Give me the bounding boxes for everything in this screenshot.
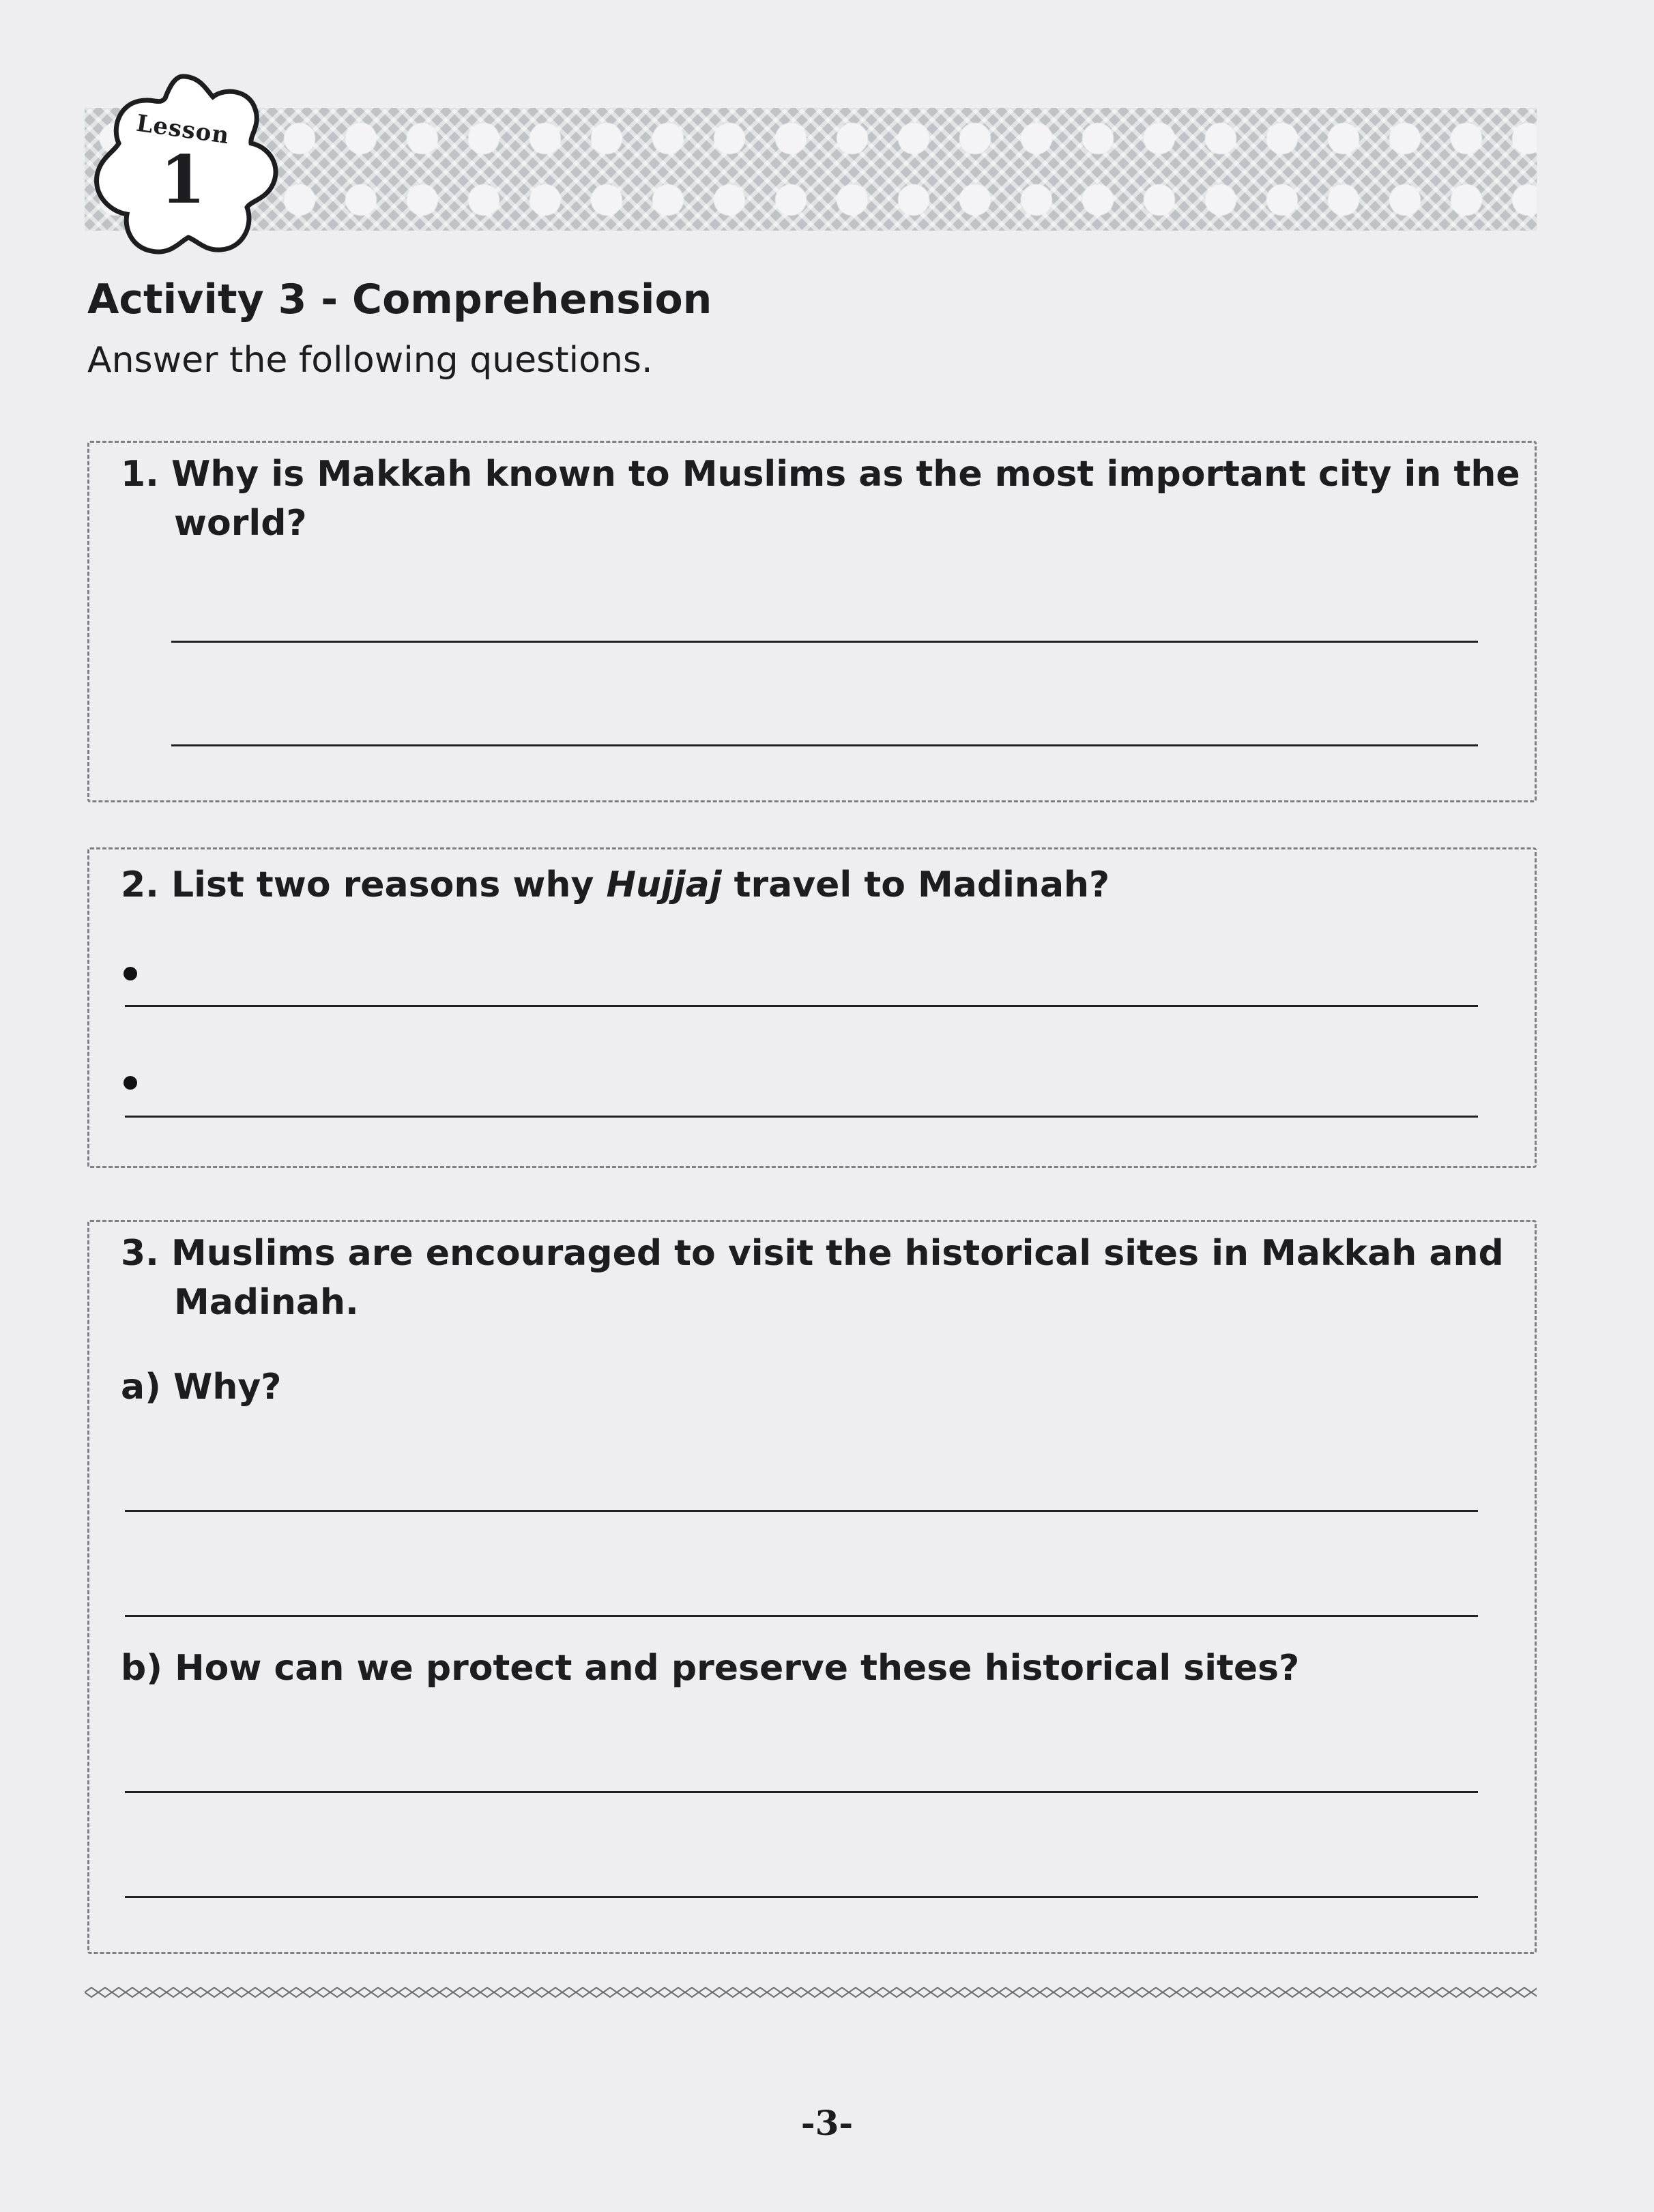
question-1-line1: Why is Makkah known to Muslims as the most important city in the [171, 454, 1520, 495]
question-2-italic: Hujjaj [606, 864, 722, 905]
question-2-after: travel to Madinah? [721, 864, 1110, 905]
answer-line[interactable] [171, 744, 1478, 746]
lesson-badge [79, 67, 287, 265]
question-3-box [87, 1220, 1537, 1954]
question-3b-label: b) How can we protect and preserve these historical sites? [121, 1648, 1300, 1689]
question-2-number: 2. [121, 864, 159, 905]
question-3a-label: a) Why? [121, 1367, 282, 1408]
question-1-line2: world? [174, 503, 307, 544]
answer-line[interactable] [125, 1896, 1478, 1898]
lesson-banner [85, 108, 1537, 231]
question-2-before: List two reasons why [171, 864, 607, 905]
answer-line[interactable] [171, 641, 1478, 643]
activity-title: Activity 3 - Comprehension [87, 276, 712, 323]
answer-line[interactable] [125, 1005, 1478, 1007]
question-1-box [87, 441, 1537, 802]
question-3-line2: Madinah. [174, 1282, 359, 1323]
question-2-text [121, 860, 1109, 909]
question-2-box [87, 847, 1537, 1168]
question-1-text [121, 450, 1526, 499]
answer-line[interactable] [125, 1615, 1478, 1617]
activity-instruction: Answer the following questions. [87, 340, 653, 381]
question-3-number: 3. [121, 1233, 159, 1274]
lesson-label: Lesson [134, 109, 231, 150]
answer-line[interactable] [125, 1510, 1478, 1512]
answer-line[interactable] [125, 1116, 1478, 1118]
bullet-point [124, 1076, 137, 1090]
bullet-point [124, 967, 137, 980]
question-1-number: 1. [121, 454, 159, 495]
page-number: -3- [800, 2103, 854, 2143]
question-3-text [121, 1229, 1526, 1278]
answer-line[interactable] [125, 1791, 1478, 1793]
lesson-number: 1 [160, 141, 206, 218]
decorative-rule [85, 1985, 1537, 1999]
question-3-line1: Muslims are encouraged to visit the historical sites in Makkah and [171, 1233, 1504, 1274]
